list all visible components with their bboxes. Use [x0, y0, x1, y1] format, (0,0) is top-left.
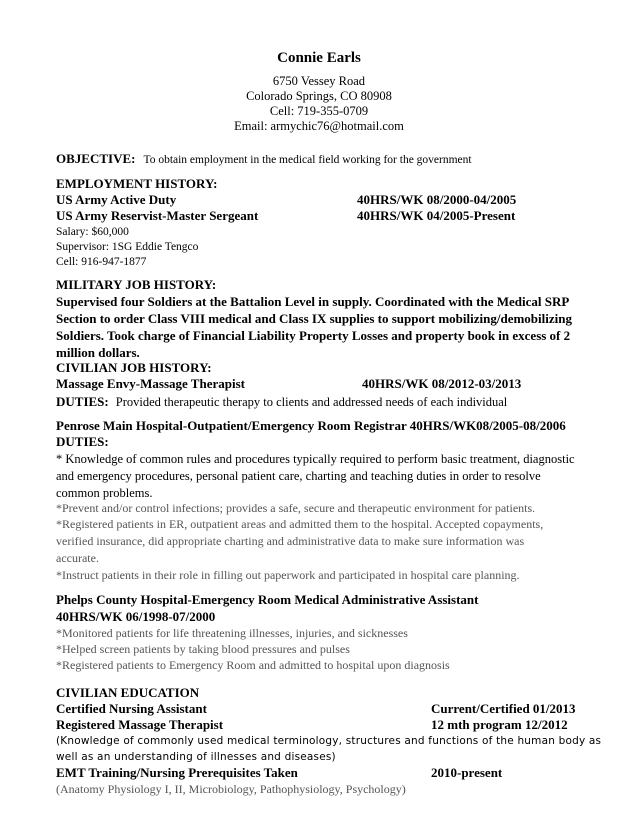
massage-dates: 40HRS/WK 08/2012-03/2013	[362, 376, 522, 391]
penrose-title: Penrose Main Hospital-Outpatient/Emergency Room Registrar 40HRS/WK08/2005-08/2006	[56, 418, 566, 433]
education-cna-status: Current/Certified 01/2013	[431, 701, 576, 716]
penrose-knowledge-line-3: common problems.	[56, 486, 153, 500]
massage-duties-label: DUTIES:	[56, 394, 109, 409]
contact-email: Email: armychic76@hotmail.com	[234, 119, 404, 133]
employment-heading: EMPLOYMENT HISTORY:	[56, 176, 218, 191]
objective-text: To obtain employment in the medical field working for the government	[143, 154, 472, 166]
objective-label: OBJECTIVE:	[56, 151, 136, 166]
penrose-bullet-2c: accurate.	[56, 551, 99, 565]
massage-title: Massage Envy-Massage Therapist	[56, 376, 245, 391]
employment-job2-dates: 40HRS/WK 04/2005-Present	[357, 208, 516, 223]
penrose-bullet-1: *Prevent and/or control infections; provides a safe, secure and therapeutic environment for patients.	[56, 501, 536, 515]
education-rmt-title: Registered Massage Therapist	[56, 717, 224, 732]
civilian-heading: CIVILIAN JOB HISTORY:	[56, 360, 212, 375]
employment-job1-dates: 40HRS/WK 08/2000-04/2005	[357, 192, 517, 207]
education-rmt-desc-2: well as an understanding of illnesses and diseases)	[56, 751, 336, 763]
military-heading: MILITARY JOB HISTORY:	[56, 277, 217, 292]
penrose-bullet-3: *Instruct patients in their role in filling out paperwork and participated in hospital care planning.	[56, 568, 520, 582]
penrose-bullet-2a: *Registered patients in ER, outpatient areas and admitted them to the hospital. Accepted copayments,	[56, 517, 544, 531]
phelps-dates: 40HRS/WK 06/1998-07/2000	[56, 609, 216, 624]
phelps-bullet-3: *Registered patients to Emergency Room and admitted to hospital upon diagnosis	[56, 658, 450, 672]
phelps-bullet-2: *Helped screen patients by taking blood pressures and pulses	[56, 642, 350, 656]
penrose-knowledge-line-1: * Knowledge of common rules and procedures typically required to perform basic treatment, diagnostic	[56, 452, 575, 466]
employment-job1-title: US Army Active Duty	[56, 192, 177, 207]
education-emt-desc: (Anatomy Physiology I, II, Microbiology, Pathophysiology, Psychology)	[56, 782, 406, 796]
phelps-title: Phelps County Hospital-Emergency Room Medical Administrative Assistant	[56, 592, 479, 607]
employment-supervisor: Supervisor: 1SG Eddie Tengco	[56, 241, 199, 253]
penrose-duties-label: DUTIES:	[56, 434, 109, 449]
military-line-4: million dollars.	[56, 345, 140, 360]
military-line-3: Soldiers. Took charge of Financial Liability Property Losses and property book in excess of 2	[56, 328, 571, 343]
education-emt-status: 2010-present	[431, 765, 503, 780]
address-line-1: 6750 Vessey Road	[272, 74, 366, 88]
penrose-knowledge-line-2: and emergency procedures, personal patient care, charting and teaching duties in order to resolve	[56, 469, 541, 483]
education-cna-title: Certified Nursing Assistant	[56, 701, 207, 716]
objective	[56, 150, 472, 168]
military-line-2: Section to order Class VIII medical and Class IX supplies to support mobilizing/demobilizing	[56, 311, 572, 326]
address-line-2: Colorado Springs, CO 80908	[246, 89, 392, 103]
massage-duties	[56, 393, 507, 411]
military-line-1: Supervised four Soldiers at the Battalion Level in supply. Coordinated with the Medical SRP	[56, 294, 570, 309]
massage-duties-text: Provided therapeutic therapy to clients and addressed needs of each individual	[115, 395, 508, 409]
applicant-name: Connie Earls	[277, 50, 361, 66]
employment-supervisor-cell: Cell: 916-947-1877	[56, 256, 147, 268]
education-rmt-status: 12 mth program 12/2012	[431, 717, 568, 732]
education-emt-title: EMT Training/Nursing Prerequisites Taken	[56, 765, 298, 780]
education-heading: CIVILIAN EDUCATION	[56, 685, 200, 700]
penrose-bullet-2b: verified insurance, did appropriate charting and administrative data to make sure information was	[56, 534, 525, 548]
phelps-bullet-1: *Monitored patients for life threatening illnesses, injuries, and sicknesses	[56, 626, 408, 640]
employment-job2-title: US Army Reservist-Master Sergeant	[56, 208, 259, 223]
contact-cell: Cell: 719-355-0709	[269, 104, 369, 118]
education-rmt-desc-1: (Knowledge of commonly used medical terminology, structures and functions of the human body as	[56, 735, 602, 747]
employment-salary: Salary: $60,000	[56, 226, 129, 238]
